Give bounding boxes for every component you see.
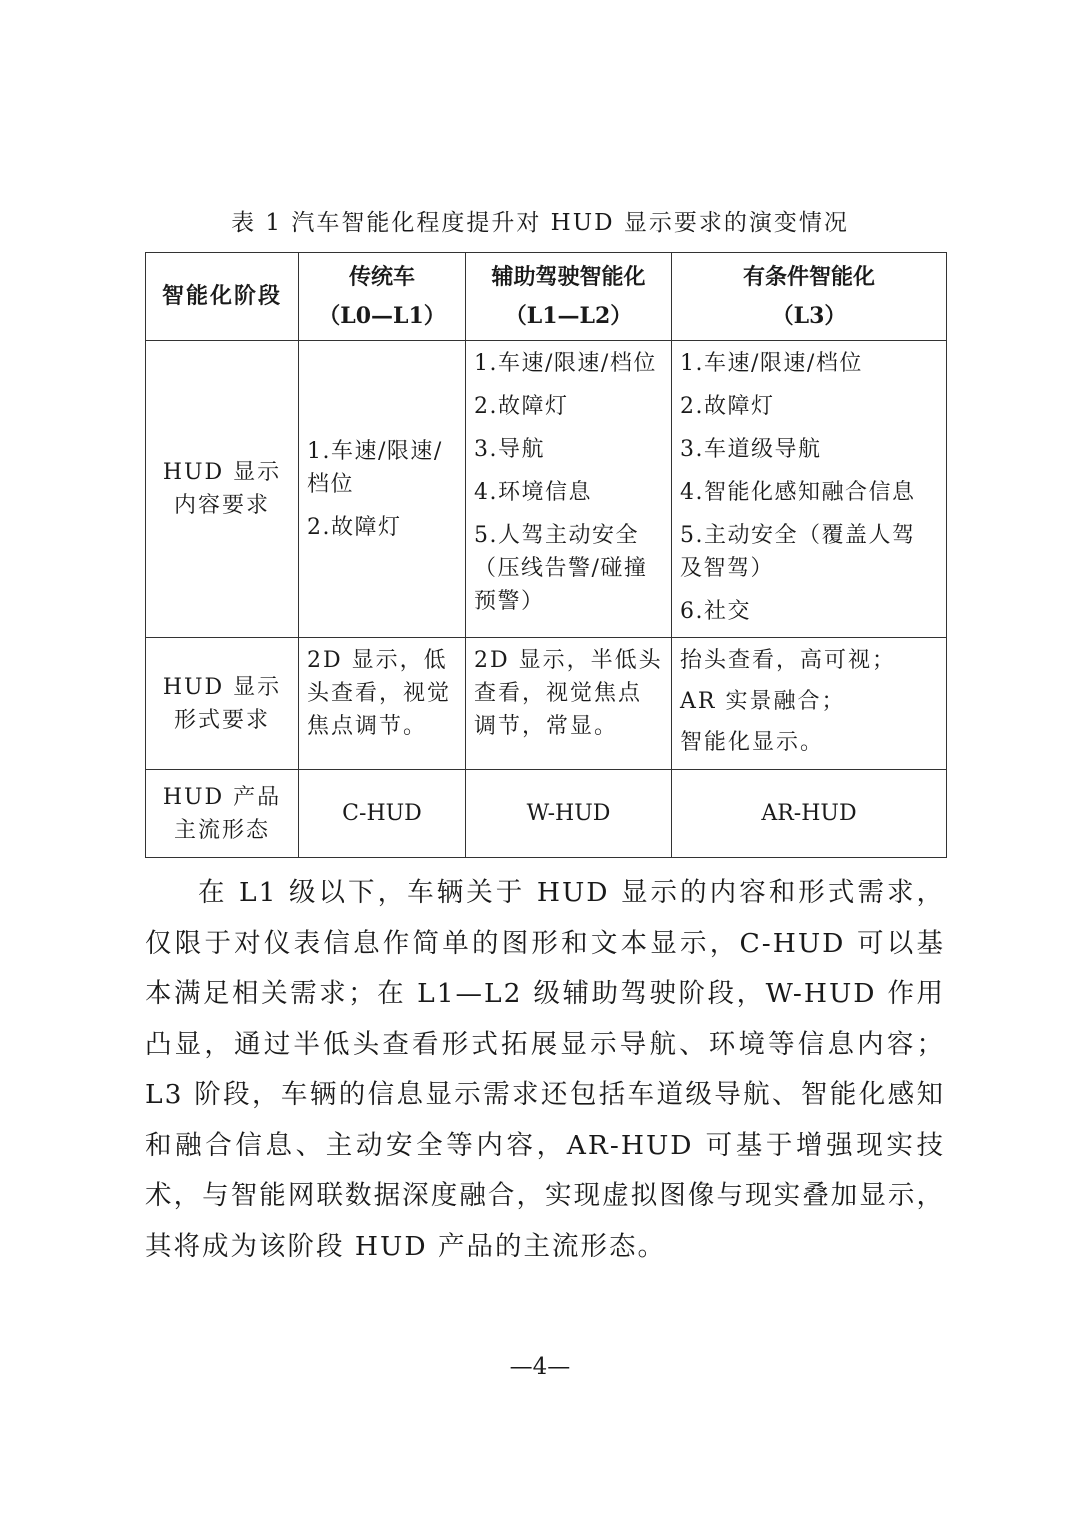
header-col2-name: 辅助驾驶智能化 <box>491 263 646 290</box>
form-col2: 2D 显示，半低头查看，视觉焦点调节，常显。 <box>466 638 672 770</box>
row-label-form: HUD 显示形式要求 <box>146 638 299 770</box>
content-col1 <box>299 341 466 638</box>
list-item: 4.环境信息 <box>474 480 592 505</box>
product-col3: AR-HUD <box>672 770 947 858</box>
list-item: 1.车速/限速/档位 <box>680 351 863 376</box>
list-item: 5.人驾主动安全（压线告警/碰撞预警） <box>474 523 648 614</box>
list-item: 3.车道级导航 <box>680 437 822 462</box>
content-col3 <box>672 341 947 638</box>
product-col2: W-HUD <box>466 770 672 858</box>
table-row-product <box>146 770 947 858</box>
content-col2 <box>466 341 672 638</box>
table-row-form <box>146 638 947 770</box>
header-col2-level: （L1—L2） <box>504 302 633 329</box>
header-col1-name: 传统车 <box>348 263 415 290</box>
list-item: 1.车速/限速/档位 <box>474 351 657 376</box>
form-line: 智能化显示。 <box>680 730 825 755</box>
header-col3-name: 有条件智能化 <box>742 263 875 290</box>
body-paragraph: 在 L1 级以下，车辆关于 HUD 显示的内容和形式需求，仅限于对仪表信息作简单的图形和文本显示，C-HUD 可以基本满足相关需求；在 L1—L2 级辅助驾驶阶段，W-HUD 作用凸显，通过半低头查看形式拓展显示导航、环境等信息内容；L3 阶段，车辆的信息显示需求还包括车道级导航、智能化感知和融合信息、主动安全等内容，AR-HUD 可基于增强现实技术，与智能网联数据深度融合，实现虚拟图像与现实叠加显示，其将成为该阶段 HUD 产品的主流形态。 <box>145 877 945 1262</box>
product-col1: C-HUD <box>299 770 466 858</box>
form-line: AR 实景融合； <box>680 689 846 714</box>
row-label-product: HUD 产品主流形态 <box>146 770 299 858</box>
list-item: 5.主动安全（覆盖人驾及智驾） <box>680 523 916 581</box>
header-col1-level: （L0—L1） <box>318 302 446 329</box>
row-label-content: HUD 显示内容要求 <box>146 341 299 638</box>
header-stage: 智能化阶段 <box>146 253 299 341</box>
header-col3-level: （L3） <box>771 302 847 329</box>
header-traditional <box>299 253 466 341</box>
table-caption: 表 1 汽车智能化程度提升对 HUD 显示要求的演变情况 <box>231 210 849 236</box>
table-header-row <box>146 253 947 341</box>
list-item: 1.车速/限速/档位 <box>307 438 443 497</box>
list-item: 2.故障灯 <box>307 514 402 540</box>
form-col3 <box>672 638 947 770</box>
hud-requirements-table <box>145 252 947 858</box>
list-item: 6.社交 <box>680 599 751 624</box>
header-assisted <box>466 253 672 341</box>
header-conditional <box>672 253 947 341</box>
list-item: 2.故障灯 <box>474 394 569 419</box>
list-item: 4.智能化感知融合信息 <box>680 480 916 505</box>
form-col1: 2D 显示，低头查看，视觉焦点调节。 <box>299 638 466 770</box>
table-row-content <box>146 341 947 638</box>
list-item: 2.故障灯 <box>680 394 775 419</box>
list-item: 3.导航 <box>474 437 545 462</box>
form-line: 抬头查看，高可视； <box>680 648 897 673</box>
page-number: —4— <box>509 1354 571 1380</box>
